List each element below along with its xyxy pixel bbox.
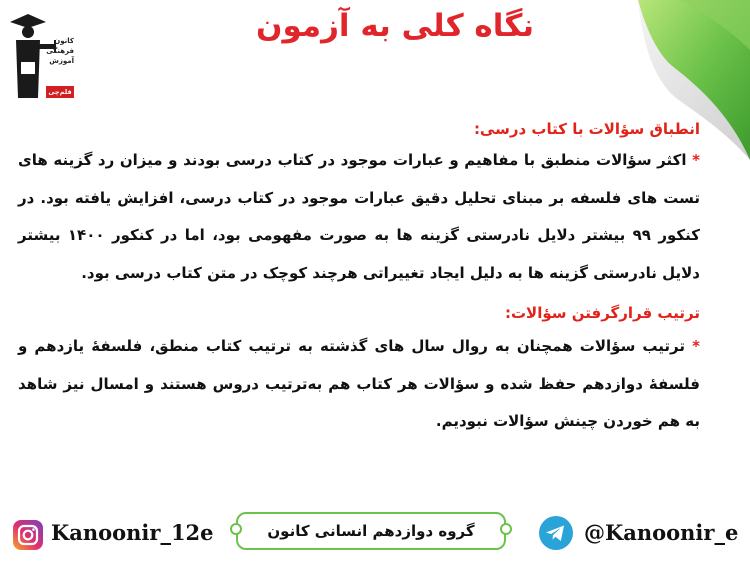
bullet-star-icon: *: [692, 151, 700, 169]
instagram-handle[interactable]: Kanoonir_12e: [51, 520, 214, 545]
logo-badge: قلم‌چی: [46, 86, 74, 98]
section-paragraph-alignment: [18, 142, 700, 292]
frame-dot-left: [230, 523, 242, 535]
content: [18, 120, 700, 441]
instagram-icon: [12, 519, 44, 551]
group-label-box: [232, 508, 510, 554]
logo-line2: فرهنگی: [46, 47, 74, 56]
logo-line1: کانون: [54, 37, 74, 45]
section-heading-alignment: انطباق سؤالات با کتاب درسی:: [473, 120, 700, 138]
page-title: نگاه کلی به آزمون: [255, 8, 535, 44]
telegram-handle[interactable]: @Kanoonir_e: [584, 520, 739, 545]
bullet-star-icon: *: [692, 337, 700, 355]
kanoon-logo: [8, 10, 74, 100]
group-label-frame: [236, 512, 506, 550]
paragraph-text: ترتیب سؤالات همچنان به روال سال های گذشته به ترتیب کتاب منطق، فلسفهٔ یازدهم و فلسفهٔ دوازدهم حفظ شده و سؤالات هر کتاب هم به‌ترتیب دروس هستند و امسال نیز شاهد به هم خوردن چینش سؤالات نبودیم.: [18, 337, 700, 430]
section-heading-order: ترتیب قرارگرفتن سؤالات:: [504, 304, 700, 322]
frame-dot-right: [500, 523, 512, 535]
logo-text: [38, 36, 74, 66]
group-label: گروه دوازدهم انسانی کانون: [267, 522, 475, 540]
section-paragraph-order: [18, 328, 700, 441]
telegram-icon: [538, 515, 574, 551]
logo-line3: آموزش: [49, 57, 74, 66]
paragraph-text: اکثر سؤالات منطبق با مفاهیم و عبارات موجود در کتاب درسی بودند و میزان رد گزینه های تست های فلسفه بر مبنای تحلیل دقیق عبارات موجود در کتاب درسی، افزایش یافته بود. در کنکور ۹۹ بیشتر دلایل نادرستی گزینه ها به صورت مفهومی بود، اما در کنکور ۱۴۰۰ بیشتر دلایل نادرستی گزینه ها به دلیل ایجاد تغییراتی هرچند کوچک در متن کتاب درسی بود.: [18, 151, 700, 282]
